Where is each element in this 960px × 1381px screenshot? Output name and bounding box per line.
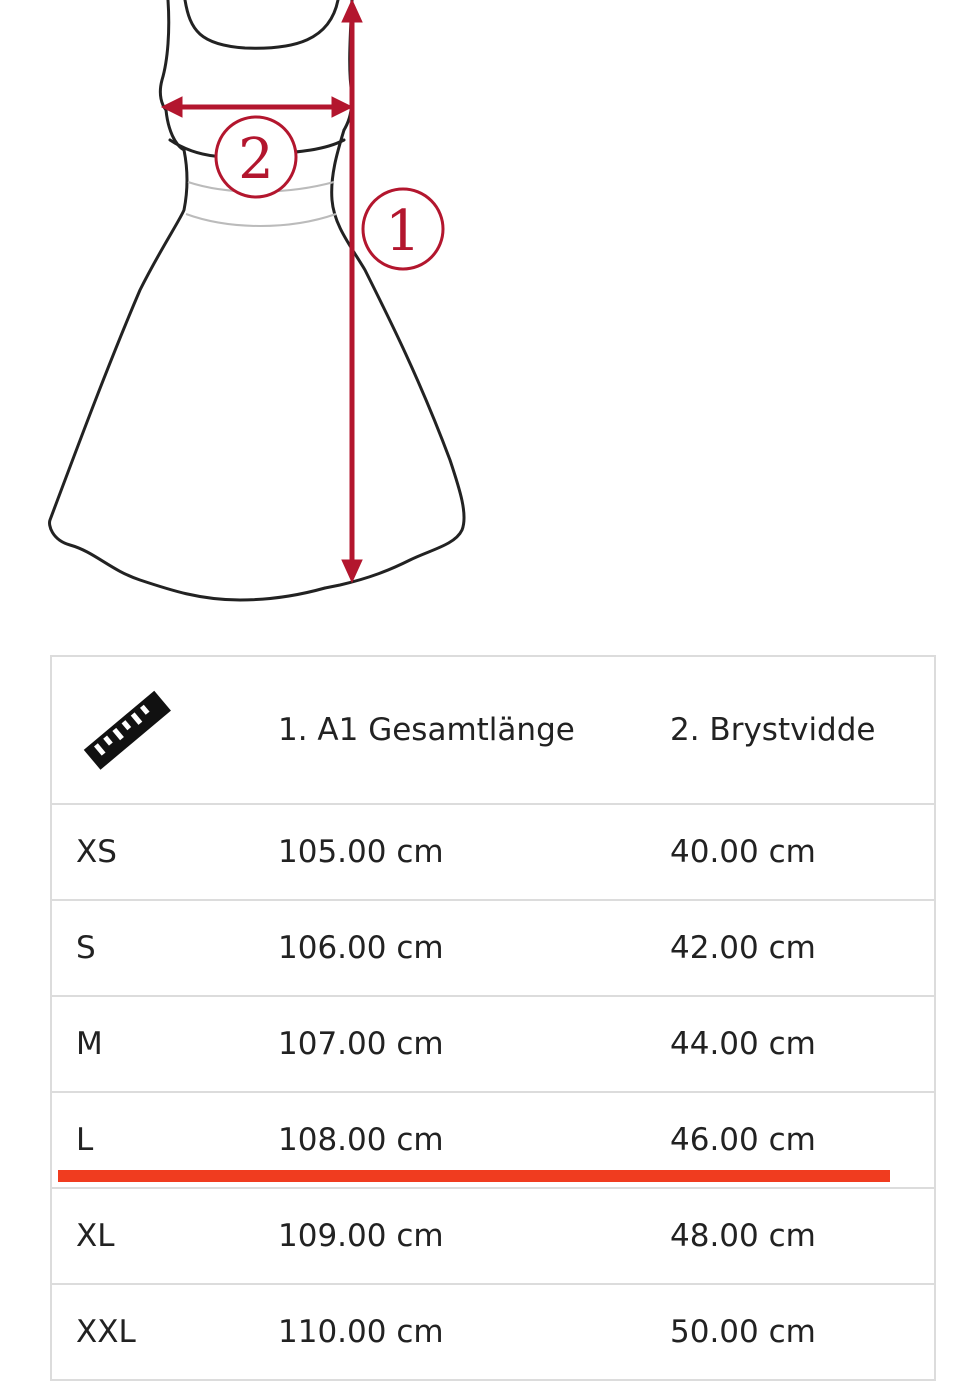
column-header-bust: 2. Brystvidde [670, 656, 935, 804]
length-cell: 105.00 cm [278, 804, 670, 900]
bust-cell: 40.00 cm [670, 804, 935, 900]
table-row [51, 1188, 935, 1284]
length-cell: 109.00 cm [278, 1188, 670, 1284]
bust-cell: 48.00 cm [670, 1188, 935, 1284]
size-cell: XS [51, 804, 278, 900]
table-row [51, 996, 935, 1092]
size-cell: S [51, 900, 278, 996]
length-cell: 108.00 cm [278, 1092, 670, 1188]
column-header-length: 1. A1 Gesamtlänge [278, 656, 670, 804]
ruler-cell [51, 656, 278, 804]
table-row [51, 1284, 935, 1380]
ruler-icon [80, 683, 176, 779]
dress-outline [50, 0, 465, 600]
size-cell: M [51, 996, 278, 1092]
marker-1 [363, 189, 443, 269]
length-cell: 107.00 cm [278, 996, 670, 1092]
table-header-row [51, 656, 935, 804]
dress-measurement-diagram [0, 0, 520, 610]
svg-text:2: 2 [238, 127, 274, 192]
table-row [51, 804, 935, 900]
size-cell: XXL [51, 1284, 278, 1380]
svg-text:1: 1 [385, 199, 421, 264]
bust-cell: 46.00 cm [670, 1092, 935, 1188]
highlight-underline [58, 1170, 890, 1182]
bust-cell: 50.00 cm [670, 1284, 935, 1380]
measure-2-arrow [162, 97, 352, 117]
size-chart-table [50, 655, 936, 1381]
bust-cell: 42.00 cm [670, 900, 935, 996]
size-cell: L [51, 1092, 278, 1188]
length-cell: 110.00 cm [278, 1284, 670, 1380]
measure-1-arrow [342, 0, 362, 582]
size-cell: XL [51, 1188, 278, 1284]
length-cell: 106.00 cm [278, 900, 670, 996]
bust-cell: 44.00 cm [670, 996, 935, 1092]
table-row [51, 900, 935, 996]
marker-2 [216, 117, 296, 197]
